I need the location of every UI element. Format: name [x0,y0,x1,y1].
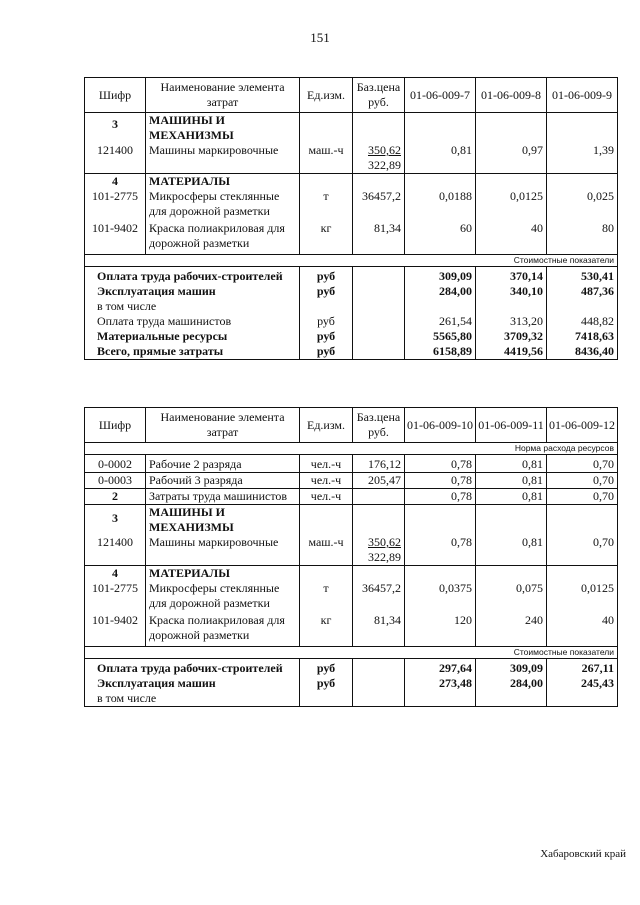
table-row [85,455,618,473]
row-name: Машины маркировочные [146,143,300,174]
row-name: Затраты труда машинистов [146,489,300,505]
summary-row [85,284,618,299]
header-col-7: 01-06-009-7 [405,78,476,113]
summary-unit: руб [300,314,353,329]
summary-name: в том числе [85,691,300,707]
summary-row [85,329,618,344]
table-row [85,143,618,174]
row-value: 80 [547,219,618,251]
table-row [85,611,618,643]
header-name: Наименование элемента затрат [146,408,300,443]
summary-value: 3709,32 [476,329,547,344]
section-title: МАТЕРИАЛЫ [146,566,300,582]
summary-row [85,658,618,676]
row-value: 40 [547,611,618,643]
summary-unit: руб [300,676,353,691]
summary-row [85,314,618,329]
header-col-9: 01-06-009-9 [547,78,618,113]
summary-value: 313,20 [476,314,547,329]
header-unit: Ед.изм. [300,408,353,443]
region-footer: Хабаровский край [540,848,626,860]
summary-name: Материальные ресурсы [85,329,300,344]
row-code: 121400 [85,143,146,174]
header-code: Шифр [85,78,146,113]
row-unit: маш.-ч [300,535,353,566]
summary-row [85,299,618,314]
summary-value: 340,10 [476,284,547,299]
row-unit: т [300,581,353,611]
summary-name: Эксплуатация машин [85,284,300,299]
row-unit: кг [300,611,353,643]
row-value: 60 [405,219,476,251]
section-code: 4 [85,174,146,190]
row-code: 121400 [85,535,146,566]
header-col-8: 01-06-009-8 [476,78,547,113]
row-code: 101-2775 [85,581,146,611]
summary-value: 309,09 [405,266,476,284]
row-value: 0,81 [476,473,547,489]
row-name: Микросферы стеклянные для дорожной разметки [146,189,300,219]
section-row [85,566,618,582]
price-previous: 322,89 [368,158,401,172]
page-number: 151 [310,30,330,45]
row-unit: т [300,189,353,219]
section-code: 3 [85,505,146,536]
row-value: 0,78 [405,535,476,566]
note-row [85,443,618,455]
row-value: 0,025 [547,189,618,219]
section-row [85,505,618,536]
summary-row [85,344,618,360]
summary-value: 487,36 [547,284,618,299]
price-current: 350,62 [368,143,401,157]
row-price: 205,47 [353,473,405,489]
summary-value: 7418,63 [547,329,618,344]
row-value: 0,81 [476,455,547,473]
summary-value: 448,82 [547,314,618,329]
row-price: 176,12 [353,455,405,473]
summary-name: Оплата труда машинистов [85,314,300,329]
summary-name: Эксплуатация машин [85,676,300,691]
row-value: 0,78 [405,489,476,505]
summary-value: 6158,89 [405,344,476,360]
price-previous: 322,89 [368,550,401,564]
row-value: 0,81 [476,489,547,505]
table-row [85,189,618,219]
summary-value: 267,11 [547,658,618,676]
row-name: Краска полиакриловая для дорожной разметки [146,611,300,643]
table-header-row [85,408,618,443]
row-unit: кг [300,219,353,251]
row-value: 0,0125 [476,189,547,219]
row-price [353,535,405,566]
row-name: Рабочий 3 разряда [146,473,300,489]
summary-value: 4419,56 [476,344,547,360]
row-value: 0,0188 [405,189,476,219]
summary-name: Оплата труда рабочих-строителей [85,658,300,676]
table-header-row [85,78,618,113]
row-name: Рабочие 2 разряда [146,455,300,473]
row-value: 0,78 [405,455,476,473]
summary-name: в том числе [85,299,300,314]
row-code: 101-2775 [85,189,146,219]
summary-value: 309,09 [476,658,547,676]
row-unit: чел.-ч [300,489,353,505]
table-row [85,581,618,611]
summary-value: 370,14 [476,266,547,284]
summary-value: 8436,40 [547,344,618,360]
row-unit: чел.-ч [300,455,353,473]
row-value: 0,70 [547,455,618,473]
section-code: 4 [85,566,146,582]
header-name: Наименование элемента затрат [146,78,300,113]
resource-norm-note: Норма расхода ресурсов [146,443,618,455]
row-value: 0,78 [405,473,476,489]
table-row [85,219,618,251]
row-value: 0,81 [476,535,547,566]
header-base-price: Баз.цена руб. [353,78,405,113]
cost-indicators-note: Стоимостные показатели [146,254,618,266]
resource-table-1 [84,77,618,360]
row-value: 40 [476,219,547,251]
row-price: 81,34 [353,219,405,251]
section-title: МАШИНЫ И МЕХАНИЗМЫ [146,505,300,536]
section-row [85,113,618,144]
note-row [85,254,618,266]
header-col-10: 01-06-009-10 [405,408,476,443]
table-row [85,489,618,505]
summary-name: Всего, прямые затраты [85,344,300,360]
summary-value: 297,64 [405,658,476,676]
row-name: Микросферы стеклянные для дорожной разметки [146,581,300,611]
section-title: МАТЕРИАЛЫ [146,174,300,190]
row-code: 101-9402 [85,219,146,251]
header-base-price: Баз.цена руб. [353,408,405,443]
row-price [353,143,405,174]
header-unit: Ед.изм. [300,78,353,113]
summary-value: 261,54 [405,314,476,329]
summary-unit: руб [300,266,353,284]
section-title: МАШИНЫ И МЕХАНИЗМЫ [146,113,300,144]
header-col-11: 01-06-009-11 [476,408,547,443]
table-row [85,535,618,566]
row-code: 2 [85,489,146,505]
row-code: 0-0003 [85,473,146,489]
summary-unit: руб [300,284,353,299]
summary-value: 284,00 [405,284,476,299]
row-value: 0,70 [547,535,618,566]
row-price: 81,34 [353,611,405,643]
row-unit: чел.-ч [300,473,353,489]
row-unit: маш.-ч [300,143,353,174]
row-value: 0,97 [476,143,547,174]
row-value: 0,0375 [405,581,476,611]
price-current: 350,62 [368,535,401,549]
summary-row [85,676,618,691]
row-price: 36457,2 [353,581,405,611]
row-value: 0,70 [547,473,618,489]
summary-unit: руб [300,344,353,360]
summary-row [85,266,618,284]
row-value: 0,70 [547,489,618,505]
section-code: 3 [85,113,146,144]
row-value: 240 [476,611,547,643]
summary-name: Оплата труда рабочих-строителей [85,266,300,284]
row-value: 1,39 [547,143,618,174]
row-code: 101-9402 [85,611,146,643]
summary-value: 245,43 [547,676,618,691]
row-value: 0,0125 [547,581,618,611]
row-value: 120 [405,611,476,643]
section-row [85,174,618,190]
table-row [85,473,618,489]
summary-value: 273,48 [405,676,476,691]
row-price: 36457,2 [353,189,405,219]
cost-indicators-note: Стоимостные показатели [146,646,618,658]
summary-row [85,691,618,707]
header-code: Шифр [85,408,146,443]
row-code: 0-0002 [85,455,146,473]
row-name: Машины маркировочные [146,535,300,566]
header-col-12: 01-06-009-12 [547,408,618,443]
resource-table-2 [84,407,618,707]
row-value: 0,81 [405,143,476,174]
note-row [85,646,618,658]
summary-value: 530,41 [547,266,618,284]
summary-unit: руб [300,658,353,676]
summary-value: 5565,80 [405,329,476,344]
summary-unit: руб [300,329,353,344]
row-value: 0,075 [476,581,547,611]
summary-value: 284,00 [476,676,547,691]
row-name: Краска полиакриловая для дорожной разметки [146,219,300,251]
